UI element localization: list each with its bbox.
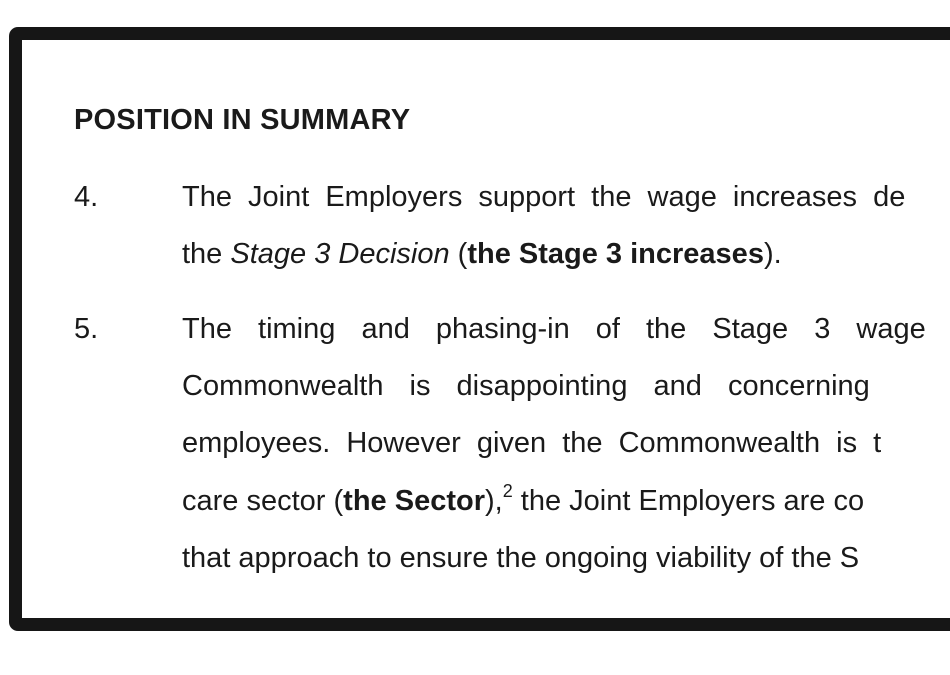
bold-term: the Sector [343, 485, 485, 517]
line-text: ). [763, 238, 782, 270]
paragraph-number: 5. [74, 313, 99, 345]
section-heading: POSITION IN SUMMARY [74, 104, 411, 136]
paragraph-line: Commonwealth is disappointing and concerning [182, 370, 870, 402]
paragraph-line: that approach to ensure the ongoing viability of the S [182, 542, 860, 574]
paragraph-line [182, 481, 865, 518]
line-text: ( [449, 238, 468, 270]
paragraph-number: 4. [74, 181, 99, 213]
paragraph-line: employees. However given the Commonwealth is t [182, 427, 882, 459]
paragraph-line: The timing and phasing-in of the Stage 3 wage [182, 313, 926, 345]
line-text: the [182, 238, 231, 270]
line-text: the Joint Employers are co [512, 485, 865, 517]
bold-term: the Stage 3 increases [467, 238, 764, 270]
italic-reference: Stage 3 Decision [230, 238, 450, 270]
paragraph-line: The Joint Employers support the wage increases de [182, 181, 906, 213]
line-text: care sector ( [182, 485, 344, 517]
paragraph-line [182, 238, 782, 271]
line-text: ), [485, 485, 503, 517]
footnote-marker[interactable]: 2 [502, 481, 513, 502]
